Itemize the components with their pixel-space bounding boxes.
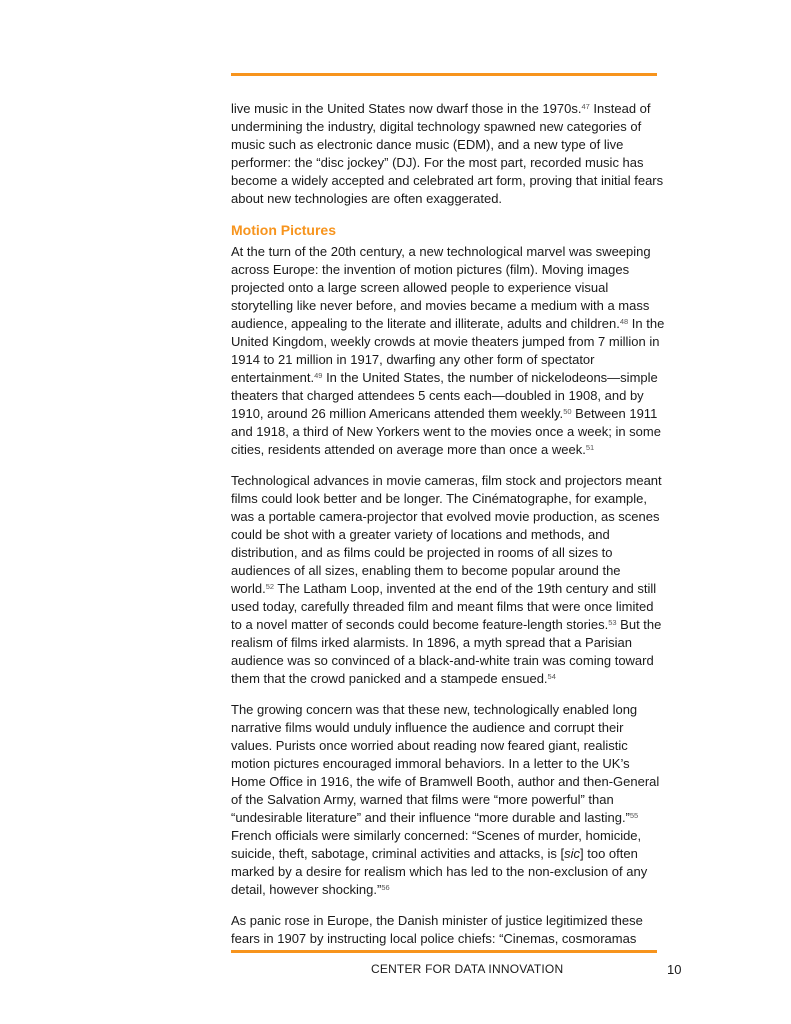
footnote-marker: 50 [563, 407, 572, 416]
footnote-marker: 52 [265, 582, 275, 591]
body-paragraph: live music in the United States now dwarf those in the 1970s.$^{47}$ Instead of undermining the industry, digital technology spawned new categories of music such as electronic dance music (EDM), and a new type of live performer: the “disc jockey” (DJ). For the most part, recorded music has become a widely accepted and celebrated art form, proving that initial fears about new technologies are often exaggerated. [231, 101, 664, 206]
header-rule [231, 73, 657, 76]
footer-organization: CENTER FOR DATA INNOVATION [371, 962, 564, 976]
footer-rule [231, 950, 657, 953]
footnote-marker: 49 [314, 371, 323, 380]
footnote-marker: 56 [381, 883, 390, 892]
footnote-marker: 55 [629, 811, 639, 820]
document-body [231, 100, 667, 961]
footnote-marker: 54 [547, 672, 556, 681]
body-paragraph: At the turn of the 20th century, a new technological marvel was sweeping across Europe: the invention of motion pictures (film). Moving images projected onto a large screen allowed people to experience visual storytelling like never before, and movies became a medium with a mass audience, appealing to the literate and illiterate, adults and children.$^{48}$ In the United Kingdom, weekly crowds at movie theaters jumped from 7 million in 1914 to 21 million in 1917, dwarfing any other form of spectator entertainment.$^{49}$ In the United States, the number of nickelodeons—simple theaters that charged attendees 5 cents each—doubled in 1908, and by 1910, around 26 million Americans attended them weekly.$^{50}$ Between 1911 and 1918, a third of New Yorkers went to the movies once a week; in some cities, residents attended on average more than once a week.$^{51}$ [231, 244, 665, 457]
body-paragraph: The growing concern was that these new, technologically enabled long narrative films would unduly influence the audience and corrupt their values. Purists once worried about reading now feared giant, realistic motion pictures encouraged immoral behaviors. In a letter to the UK’s Home Office in 1916, the wife of Bramwell Booth, author and then-General of the Salvation Army, warned that films were “more powerful” than “undesirable literature” and their influence “more durable and lasting.”$^{55}$ French officials were similarly concerned: “Scenes of murder, homicide, suicide, theft, sabotage, criminal activities and attacks, is [sic] too often marked by a desire for realism which has led to the non-exclusion of any detail, however shocking.”$^{56}$ [231, 702, 660, 897]
body-paragraph: Technological advances in movie cameras, film stock and projectors meant films could look better and be longer. The Cinématographe, for example, was a portable camera-projector that evolved movie production, as scenes could be shot with a greater variety of locations and methods, and distribution, and as films could be projected in rooms of all sizes to audiences of all sizes, enabling them to become popular around the world.$^{52}$ The Latham Loop, invented at the end of the 19th century and still used today, carefully threaded film and meant films that were once limited to a novel matter of seconds could become feature-length stories.$^{53}$ But the realism of films irked alarmists. In 1896, a myth spread that a Parisian audience was so convinced of a black-and-white train was coming toward them that the crowd panicked and a stampede ensued.$^{54}$ [231, 473, 662, 686]
body-paragraph: As panic rose in Europe, the Danish minister of justice legitimized these fears in 1907 by instructing local police chiefs: “Cinemas, cosmoramas [231, 913, 643, 946]
footnote-marker: 48 [619, 317, 629, 326]
footnote-marker: 53 [608, 618, 617, 627]
footnote-marker: 47 [581, 102, 590, 111]
section-heading: Motion Pictures [231, 222, 337, 238]
italic-text: sic [564, 846, 580, 861]
footnote-marker: 51 [585, 443, 595, 452]
page-number: 10 [667, 962, 682, 977]
